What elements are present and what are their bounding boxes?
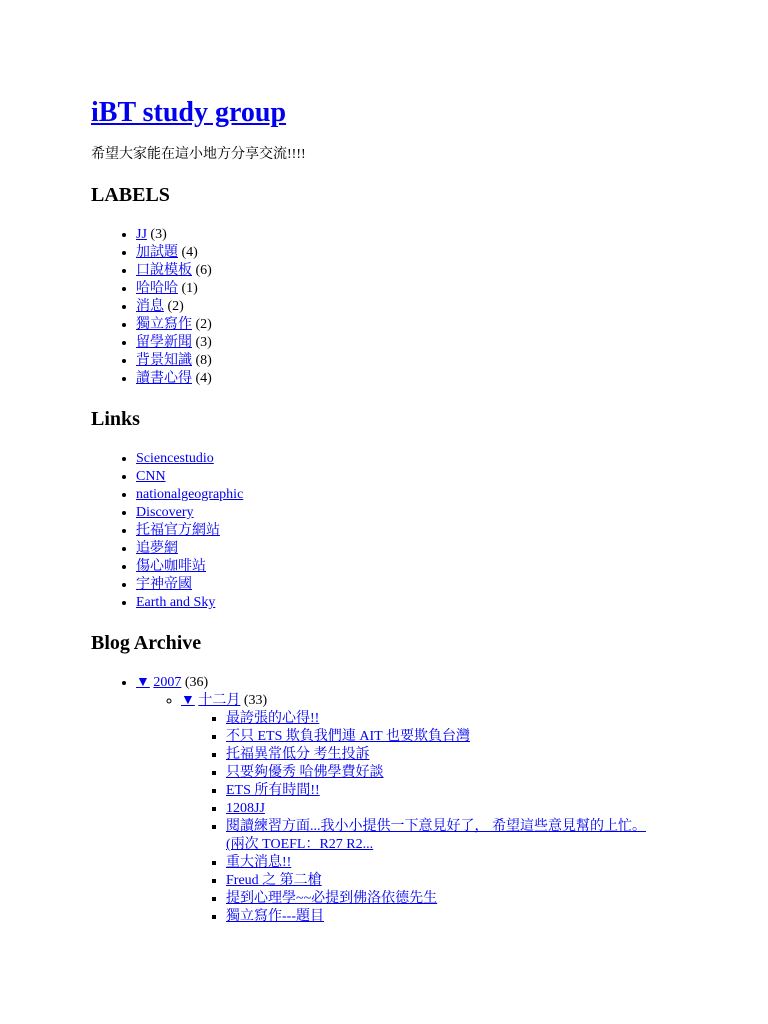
- link-item: [136, 504, 751, 522]
- link[interactable]: 追夢網: [136, 541, 178, 556]
- label-link[interactable]: 背景知識: [136, 353, 192, 368]
- label-link[interactable]: 口說模板: [136, 263, 192, 278]
- archive-years-list: [91, 674, 751, 926]
- link[interactable]: 托福官方網站: [136, 523, 220, 538]
- link-item: [136, 540, 751, 558]
- month-toggle[interactable]: [181, 693, 195, 708]
- link[interactable]: Discovery: [136, 505, 194, 520]
- label-item: [136, 370, 751, 388]
- label-count: (1): [181, 281, 198, 296]
- label-count: (2): [167, 299, 184, 314]
- archive-year-count: (36): [184, 675, 209, 690]
- label-item: [136, 280, 751, 298]
- label-count: (4): [181, 245, 198, 260]
- archive-months-list: [136, 692, 751, 926]
- label-item: [136, 262, 751, 280]
- labels-heading: LABELS: [91, 184, 170, 206]
- post-item: [226, 710, 656, 728]
- label-link[interactable]: JJ: [136, 227, 147, 242]
- label-item: [136, 352, 751, 370]
- label-count: (6): [195, 263, 212, 278]
- label-count: (3): [150, 227, 167, 242]
- archive-month-link[interactable]: 十二月: [198, 693, 241, 708]
- year-toggle[interactable]: [136, 675, 150, 690]
- post-link[interactable]: 只要夠優秀 哈佛學費好談: [226, 765, 384, 780]
- link-item: [136, 468, 751, 486]
- label-count: (8): [195, 353, 212, 368]
- post-item: [226, 890, 656, 908]
- post-item: [226, 782, 656, 800]
- post-link[interactable]: 獨立寫作---題目: [226, 909, 324, 924]
- post-link[interactable]: 最誇張的心得!!: [226, 711, 320, 726]
- post-link[interactable]: 托福異常低分 考生投訴: [226, 747, 370, 762]
- archive-posts-list: [181, 710, 751, 926]
- links-heading: Links: [91, 408, 140, 430]
- link-item: [136, 522, 751, 540]
- link-item: [136, 576, 751, 594]
- post-item: [226, 908, 656, 926]
- post-link[interactable]: ETS 所有時間!!: [226, 783, 320, 798]
- label-link[interactable]: 留學新聞: [136, 335, 192, 350]
- label-item: [136, 298, 751, 316]
- label-item: [136, 244, 751, 262]
- archive-heading: Blog Archive: [91, 632, 202, 654]
- link-item: [136, 594, 751, 612]
- post-item: [226, 746, 656, 764]
- link-item: [136, 486, 751, 504]
- archive-year-item: [136, 674, 751, 926]
- post-item: [226, 764, 656, 782]
- post-item: [226, 818, 656, 854]
- label-link[interactable]: 消息: [136, 299, 164, 314]
- post-link[interactable]: 1208JJ: [226, 801, 265, 816]
- link[interactable]: Sciencestudio: [136, 451, 214, 466]
- label-count: (2): [195, 317, 212, 332]
- label-count: (4): [195, 371, 212, 386]
- link[interactable]: Earth and Sky: [136, 595, 216, 610]
- label-item: [136, 334, 751, 352]
- post-link[interactable]: 閱讀練習方面...我小小提供一下意見好了， 希望這些意見幫的上忙。 (兩次 TOEFL：R27 R2...: [226, 819, 646, 852]
- label-item: [136, 316, 751, 334]
- collapse-triangle-icon: ▼: [181, 693, 195, 708]
- label-link[interactable]: 讀書心得: [136, 371, 192, 386]
- link-item: [136, 450, 751, 468]
- label-link[interactable]: 哈哈哈: [136, 281, 178, 296]
- label-item: [136, 226, 751, 244]
- link[interactable]: CNN: [136, 469, 166, 484]
- link-item: [136, 558, 751, 576]
- blog-title: [91, 96, 751, 130]
- post-link[interactable]: 提到心理學~~必提到佛洛依德先生: [226, 891, 438, 906]
- label-count: (3): [195, 335, 212, 350]
- label-link[interactable]: 獨立寫作: [136, 317, 192, 332]
- post-link[interactable]: 不只 ETS 欺負我們連 AIT 也要欺負台灣: [226, 729, 470, 744]
- link[interactable]: 傷心咖啡站: [136, 559, 206, 574]
- link[interactable]: 宇神帝國: [136, 577, 192, 592]
- post-item: [226, 800, 656, 818]
- post-link[interactable]: Freud 之 第二槍: [226, 873, 322, 888]
- blog-title-link[interactable]: iBT study group: [91, 97, 287, 128]
- post-item: [226, 872, 656, 890]
- collapse-triangle-icon: ▼: [136, 675, 150, 690]
- post-item: [226, 854, 656, 872]
- archive-month-count: (33): [243, 693, 268, 708]
- labels-list: [91, 226, 751, 388]
- label-link[interactable]: 加試題: [136, 245, 178, 260]
- archive-month-item: [181, 692, 751, 926]
- blog-description: 希望大家能在這小地方分享交流!!!!: [91, 147, 306, 162]
- archive-year-link[interactable]: 2007: [153, 675, 182, 690]
- post-link[interactable]: 重大消息!!: [226, 855, 292, 870]
- post-item: [226, 728, 656, 746]
- links-list: [91, 450, 751, 612]
- link[interactable]: nationalgeographic: [136, 487, 244, 502]
